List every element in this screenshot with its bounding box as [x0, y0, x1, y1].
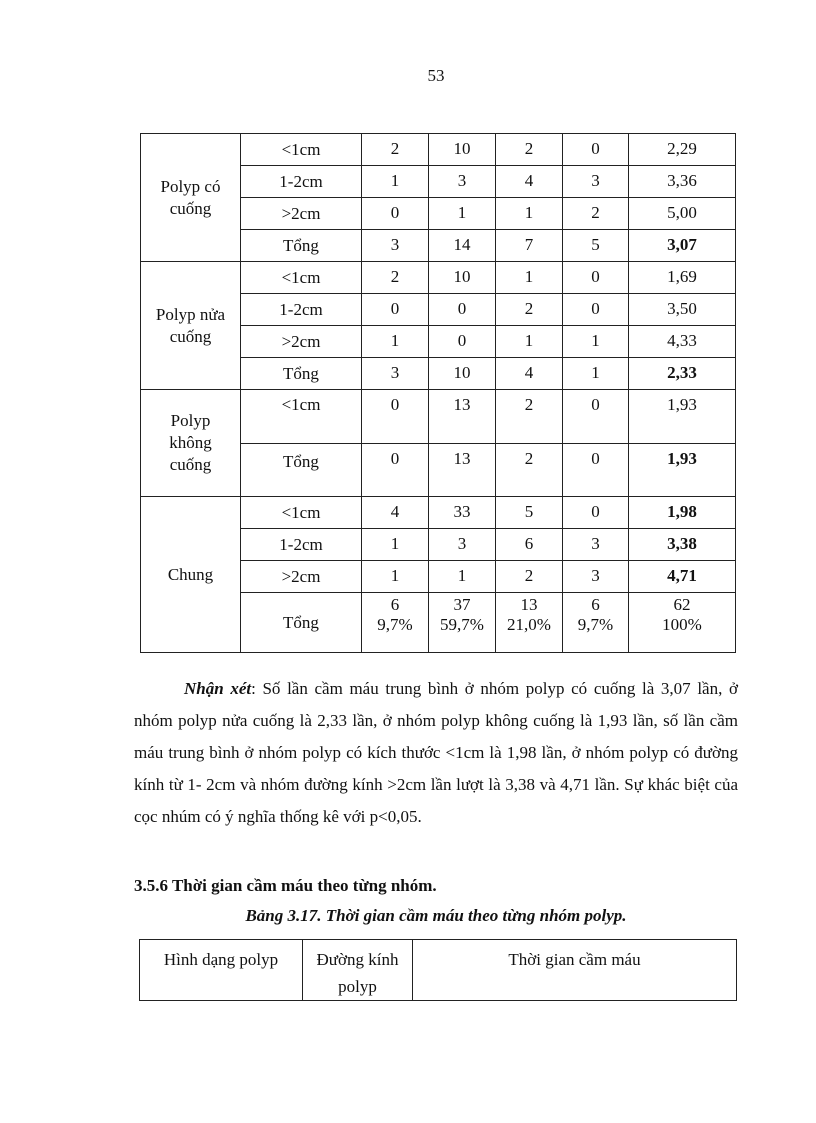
header-row [140, 940, 737, 1001]
size-cell: >2cm [241, 326, 362, 358]
table-row [141, 134, 736, 166]
mean-cell: 3,36 [629, 166, 736, 198]
size-cell: >2cm [241, 198, 362, 230]
value-cell: 1 [362, 561, 429, 593]
value-cell: 2 [362, 262, 429, 294]
remark-paragraph [134, 673, 738, 833]
mean-cell: 2,33 [629, 358, 736, 390]
value-cell: 3 [429, 166, 496, 198]
size-cell: <1cm [241, 134, 362, 166]
group-label: Polyp không cuống [141, 390, 241, 497]
mean-cell: 4,33 [629, 326, 736, 358]
value-cell: 2 [496, 390, 563, 444]
value-cell: 1 [362, 166, 429, 198]
size-cell: 1-2cm [241, 294, 362, 326]
value-cell: 1 [362, 326, 429, 358]
value-cell: 2 [563, 198, 629, 230]
mean-cell: 3,38 [629, 529, 736, 561]
table-caption: Bảng 3.17. Thời gian cầm máu theo từng nhóm polyp. [245, 906, 627, 925]
size-cell: <1cm [241, 262, 362, 294]
value-cell: 0 [563, 390, 629, 444]
value-cell: 0 [429, 326, 496, 358]
mean-cell: 62 100% [629, 593, 736, 653]
mean-cell: 1,69 [629, 262, 736, 294]
value-cell: 0 [362, 444, 429, 497]
value-cell: 1 [429, 561, 496, 593]
value-cell: 1 [362, 529, 429, 561]
value-cell: 2 [496, 294, 563, 326]
table-row [141, 390, 736, 444]
header-diameter: Đường kính polyp [303, 940, 413, 1001]
value-cell: 3 [563, 166, 629, 198]
value-cell: 2 [496, 444, 563, 497]
size-cell: <1cm [241, 497, 362, 529]
size-cell: Tổng [241, 230, 362, 262]
group-label: Polyp nửa cuống [141, 262, 241, 390]
value-cell: 2 [496, 134, 563, 166]
size-cell: Tổng [241, 358, 362, 390]
value-cell: 7 [496, 230, 563, 262]
value-cell: 0 [563, 134, 629, 166]
remark-label: Nhận xét [184, 679, 252, 698]
size-cell: 1-2cm [241, 166, 362, 198]
size-cell: Tổng [241, 444, 362, 497]
table-row [141, 497, 736, 529]
value-cell: 4 [496, 166, 563, 198]
value-cell: 4 [362, 497, 429, 529]
mean-cell: 4,71 [629, 561, 736, 593]
value-cell: 6 9,7% [362, 593, 429, 653]
value-cell: 6 9,7% [563, 593, 629, 653]
group-label: Chung [141, 497, 241, 653]
value-cell: 37 59,7% [429, 593, 496, 653]
value-cell: 13 21,0% [496, 593, 563, 653]
size-cell: Tổng [241, 593, 362, 653]
value-cell: 0 [563, 262, 629, 294]
section-heading: 3.5.6 Thời gian cầm máu theo từng nhóm. [134, 876, 437, 895]
bleeding-count-table [140, 133, 736, 653]
value-cell: 6 [496, 529, 563, 561]
value-cell: 3 [362, 358, 429, 390]
mean-cell: 1,93 [629, 444, 736, 497]
value-cell: 33 [429, 497, 496, 529]
value-cell: 1 [496, 326, 563, 358]
size-cell: <1cm [241, 390, 362, 444]
page-number: 53 [427, 66, 445, 85]
mean-cell: 1,98 [629, 497, 736, 529]
value-cell: 0 [429, 294, 496, 326]
value-cell: 0 [563, 444, 629, 497]
value-cell: 3 [563, 561, 629, 593]
value-cell: 0 [362, 198, 429, 230]
header-time: Thời gian cầm máu [413, 940, 737, 1001]
value-cell: 0 [362, 294, 429, 326]
value-cell: 13 [429, 390, 496, 444]
value-cell: 5 [496, 497, 563, 529]
value-cell: 3 [362, 230, 429, 262]
mean-cell: 3,07 [629, 230, 736, 262]
header-shape: Hình dạng polyp [140, 940, 303, 1001]
group-label: Polyp có cuống [141, 134, 241, 262]
value-cell: 0 [563, 294, 629, 326]
mean-cell: 2,29 [629, 134, 736, 166]
bleeding-time-table [139, 939, 737, 1001]
mean-cell: 5,00 [629, 198, 736, 230]
value-cell: 0 [362, 390, 429, 444]
value-cell: 1 [496, 262, 563, 294]
remark-text: : Số lần cầm máu trung bình ở nhóm polyp có cuống là 3,07 lần, ở nhóm polyp nửa cuống là 2,33 lần, ở nhóm polyp không cuống là 1,93 lần, số lần cầm máu trung bình ở nhóm polyp có kích thước <1cm là 1,98 lần, ở nhóm polyp có đường kính từ 1- 2cm và nhóm đường kính >2cm lần lượt là 3,38 và 4,71 lần. Sự khác biệt của cọc nhúm có ý nghĩa thống kê với p<0,05. [134, 679, 738, 826]
value-cell: 1 [496, 198, 563, 230]
value-cell: 1 [563, 326, 629, 358]
table-row [141, 262, 736, 294]
value-cell: 1 [429, 198, 496, 230]
value-cell: 10 [429, 262, 496, 294]
mean-cell: 1,93 [629, 390, 736, 444]
value-cell: 14 [429, 230, 496, 262]
value-cell: 2 [362, 134, 429, 166]
value-cell: 13 [429, 444, 496, 497]
value-cell: 4 [496, 358, 563, 390]
value-cell: 1 [563, 358, 629, 390]
size-cell: >2cm [241, 561, 362, 593]
mean-cell: 3,50 [629, 294, 736, 326]
value-cell: 3 [429, 529, 496, 561]
value-cell: 3 [563, 529, 629, 561]
value-cell: 2 [496, 561, 563, 593]
value-cell: 10 [429, 134, 496, 166]
value-cell: 0 [563, 497, 629, 529]
value-cell: 5 [563, 230, 629, 262]
size-cell: 1-2cm [241, 529, 362, 561]
value-cell: 10 [429, 358, 496, 390]
